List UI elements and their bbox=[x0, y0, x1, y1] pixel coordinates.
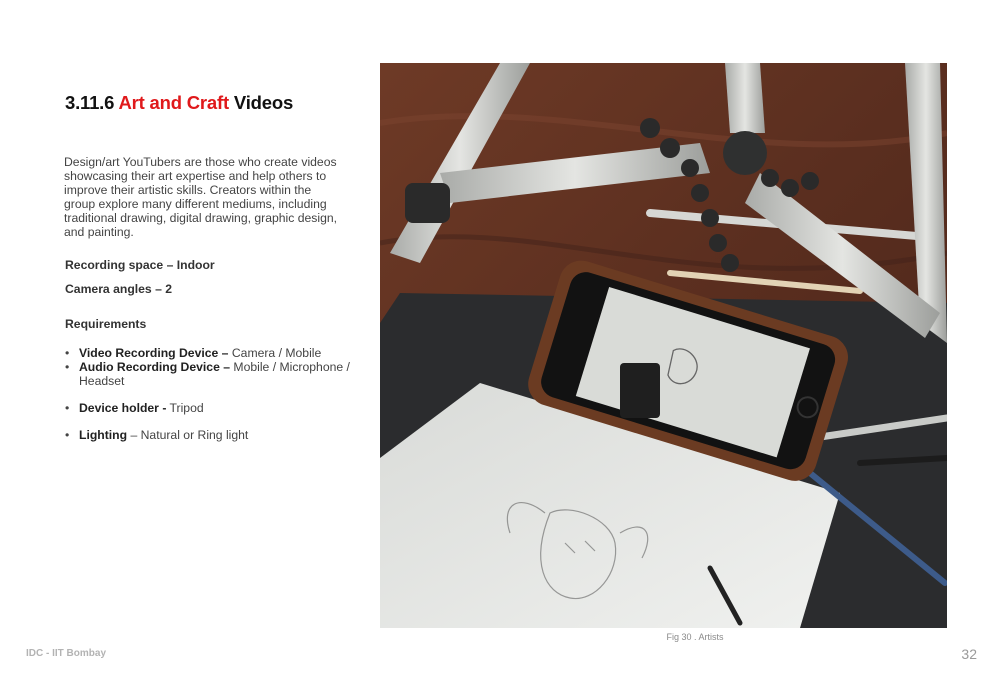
requirements-heading: Requirements bbox=[65, 317, 147, 331]
requirement-item bbox=[65, 428, 355, 442]
requirement-item bbox=[65, 346, 355, 360]
requirement-label: Video Recording Device – bbox=[79, 346, 229, 360]
requirement-value: Tripod bbox=[169, 401, 204, 415]
tripod-leg bbox=[725, 63, 765, 133]
requirement-label: Device holder - bbox=[79, 401, 167, 415]
requirement-value: – Natural or Ring light bbox=[130, 428, 249, 442]
section-title-rest: Videos bbox=[233, 92, 294, 113]
requirement-item bbox=[65, 360, 355, 388]
intro-paragraph: Design/art YouTubers are those who create videos showcasing their art expertise and help others to improve their artistic skills. Creators within the group explore many different mediums, including traditional drawing, digital drawing, graphic design, and painting. bbox=[64, 155, 338, 239]
section-title-highlight: Art and Craft bbox=[118, 92, 229, 113]
requirement-item bbox=[65, 401, 355, 415]
phone-clamp bbox=[620, 363, 660, 418]
requirement-label: Lighting bbox=[79, 428, 128, 442]
recording-space-label: Recording space – Indoor bbox=[65, 258, 215, 272]
requirements-list bbox=[65, 346, 355, 442]
footer-institution: IDC - IIT Bombay bbox=[26, 648, 107, 659]
tripod-head bbox=[723, 131, 767, 175]
tripod-joint bbox=[405, 183, 450, 223]
camera-angles-label: Camera angles – 2 bbox=[65, 282, 173, 296]
section-number: 3.11.6 bbox=[65, 92, 115, 113]
page-number: 32 bbox=[961, 646, 977, 662]
artist-setup-photo bbox=[380, 63, 947, 628]
section-title bbox=[65, 92, 293, 114]
figure-caption: Fig 30 . Artists bbox=[666, 632, 724, 642]
requirement-label: Audio Recording Device – bbox=[79, 360, 231, 374]
requirement-value: Camera / Mobile bbox=[231, 346, 322, 360]
requirement-value: Mobile / Microphone / Headset bbox=[79, 360, 350, 388]
